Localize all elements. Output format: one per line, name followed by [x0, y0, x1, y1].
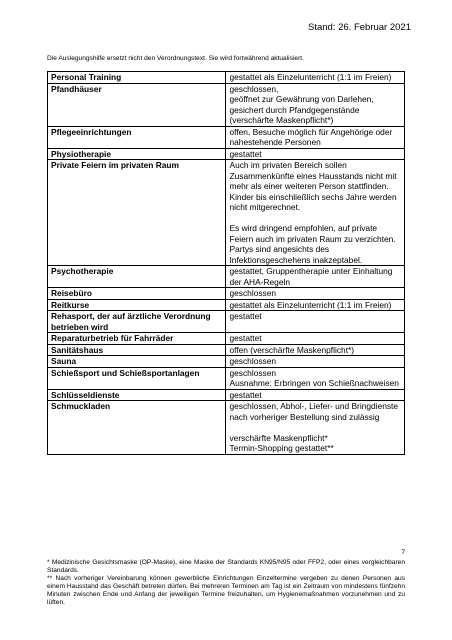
table-row [48, 367, 405, 389]
table-row [48, 160, 405, 266]
table-row [48, 266, 405, 288]
row-name: Schlüsseldienste [48, 389, 226, 401]
row-name: Schmuckladen [48, 401, 226, 455]
row-value: gestattet [226, 333, 405, 345]
row-name: Reitkurse [48, 299, 226, 311]
row-name: Private Feiern im privaten Raum [48, 160, 226, 266]
table-row [48, 311, 405, 333]
row-value: gestattet [226, 389, 405, 401]
row-value: geschlossen [226, 288, 405, 300]
row-name: Personal Training [48, 72, 226, 84]
table-row [48, 344, 405, 356]
table-row [48, 148, 405, 160]
table-row [48, 356, 405, 368]
table-row [48, 288, 405, 300]
footnote-appointment: ** Nach vorheriger Vereinbarung können gewerbliche Einrichtungen Einzeltermine vergeben zu denen Personen aus einem Hausstand das Geschäft betreten dürfen. Bei mehreren Terminen am Tag ist ein Zeitraum von mindestens fünfzehn Minuten zwischen Ende und Anfang der jeweiligen Termine freizuhalten, um Hygienemaßnahmen vorzunehmen und zu lüften. [47, 575, 405, 607]
row-name: Reparaturbetrieb für Fahrräder [48, 333, 226, 345]
row-value: geschlossen [226, 356, 405, 368]
row-value: geschlossen Ausnahme: Erbringen von Schießnachweisen [226, 367, 405, 389]
row-value: Auch im privaten Bereich sollen Zusammenkünfte eines Hausstands nicht mit mehr als einer weiteren Person stattfinden. Kinder bis einschließlich sechs Jahre werden nicht mitgerechnet. Es wird dringend empfohlen, auf private Feiern auch im privaten Raum zu verzichten. Partys sind angesichts des Infektionsgeschehens inakzeptabel. [226, 160, 405, 266]
row-name: Rehasport, der auf ärztliche Verordnung betrieben wird [48, 311, 226, 333]
row-value: geschlossen, geöffnet zur Gewährung von Darlehen, gesichert durch Pfandgegenstände (verschärfte Maskenpflicht*) [226, 83, 405, 126]
row-value: gestattet [226, 311, 405, 333]
table-row [48, 401, 405, 455]
row-name: Reisebüro [48, 288, 226, 300]
document-date: Stand: 26. Februar 2021 [308, 22, 411, 33]
row-name: Psychotherapie [48, 266, 226, 288]
table-row [48, 299, 405, 311]
rules-table [47, 71, 405, 455]
table-row [48, 333, 405, 345]
row-value: gestattet als Einzelunterricht (1:1 im Freien) [226, 299, 405, 311]
table-row [48, 389, 405, 401]
footnotes [47, 559, 405, 608]
row-value: offen, Besuche möglich für Angehörige oder nahestehende Personen [226, 126, 405, 148]
page-number: 7 [401, 549, 405, 556]
row-name: Schießsport und Schießsportanlagen [48, 367, 226, 389]
table-row [48, 72, 405, 84]
row-name: Sauna [48, 356, 226, 368]
footnote-mask: * Medizinische Gesichtsmaske (OP-Maske), eine Maske der Standards KN95/N95 oder FFP2, oder eines vergleichbaren Standards. [47, 559, 405, 575]
row-name: Pfandhäuser [48, 83, 226, 126]
table-row [48, 126, 405, 148]
intro-note: Die Auslegungshilfe ersetzt nicht den Verordnungstext. Sie wird fortwährend aktualisiert. [47, 55, 304, 62]
row-value: geschlossen, Abhol-, Liefer- und Bringdienste nach vorheriger Bestellung sind zulässig verschärfte Maskenpflicht* Termin-Shopping gestattet** [226, 401, 405, 455]
row-name: Pflegeeinrichtungen [48, 126, 226, 148]
row-name: Sanitätshaus [48, 344, 226, 356]
row-value: gestattet, Gruppentherapie unter Einhaltung der AHA-Regeln [226, 266, 405, 288]
row-value: offen (verschärfte Maskenpflicht*) [226, 344, 405, 356]
row-name: Physiotherapie [48, 148, 226, 160]
row-value: gestattet als Einzelunterricht (1:1 im Freien) [226, 72, 405, 84]
table-row [48, 83, 405, 126]
rules-table-body [48, 72, 405, 455]
row-value: gestattet [226, 148, 405, 160]
